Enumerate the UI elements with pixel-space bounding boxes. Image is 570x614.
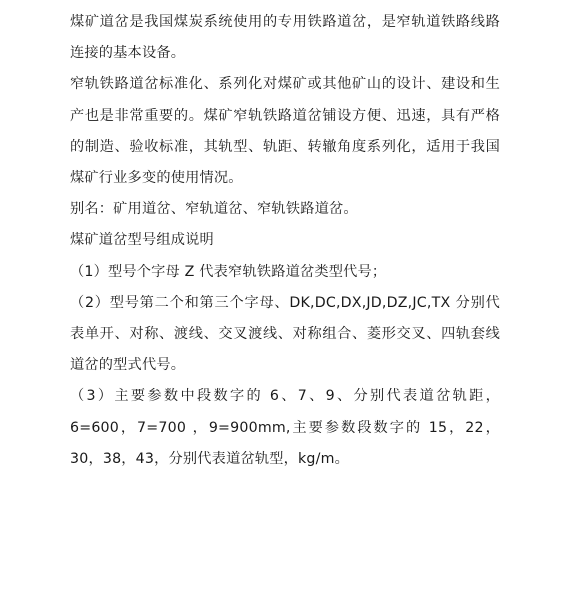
paragraph-aliases: 别名：矿用道岔、窄轨道岔、窄轨铁路道岔。 (70, 201, 358, 218)
paragraph-model-heading: 煤矿道岔型号组成说明 (70, 232, 214, 249)
paragraph-model-item-3: （3）主要参数中段数字的 6、7、9、分别代表道岔轨距，6=600，7=700 ，9=900mm,主要参数段数字的 15，22，30，38，43，分别代表道岔轨型，kg/m。 (70, 388, 500, 467)
paragraph-model-item-1: （1）型号个字母 Z 代表窄轨铁路道岔类型代号； (70, 263, 387, 280)
document-body (70, 7, 500, 475)
paragraph-standardization: 窄轨铁路道岔标准化、系列化对煤矿或其他矿山的设计、建设和生产也是非常重要的。煤矿窄轨铁路道岔铺设方便、迅速，具有严格的制造、验收标准，其轨型、轨距、转辙角度系列化，适用于我国煤矿行业多变的使用情况。 (70, 76, 500, 187)
paragraph-definition: 煤矿道岔是我国煤炭系统使用的专用铁路道岔，是窄轨道铁路线路连接的基本设备。 (70, 14, 500, 62)
paragraph-model-item-2: （2）型号第二个和第三个字母、DK,DC,DX,JD,DZ,JC,TX 分别代表单开、对称、渡线、交叉渡线、对称组合、菱形交叉、四轨套线道岔的型式代号。 (70, 294, 500, 374)
